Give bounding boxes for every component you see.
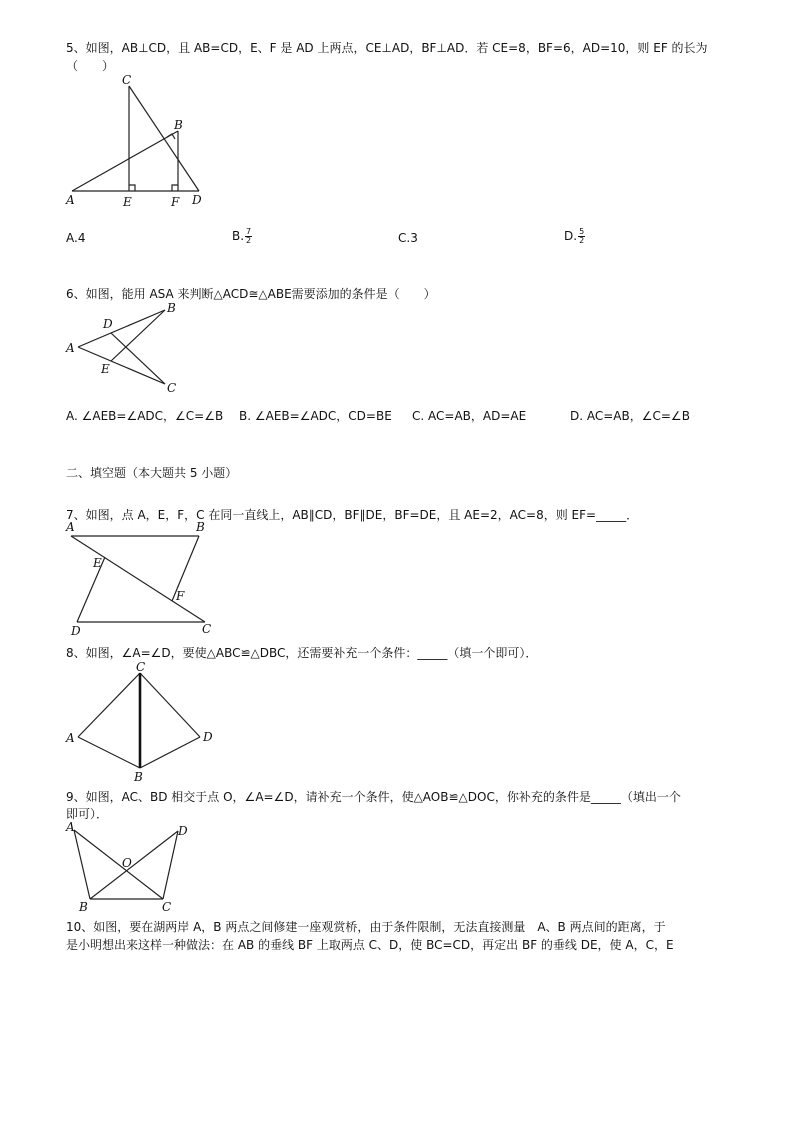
q6-option-d: D. AC=AB，∠C=∠B bbox=[570, 409, 690, 423]
q7-label-a: A bbox=[66, 520, 75, 534]
q8-label-a: A bbox=[66, 731, 75, 745]
q6-label-c: C bbox=[167, 381, 177, 395]
q10-stem-line2: 是小明想出来这样一种做法：在 AB 的垂线 BF 上取两点 C、D，使 BC=CD，再定出 BF 的垂线 DE，使 A，C，E bbox=[66, 938, 674, 952]
q9-label-c: C bbox=[162, 900, 172, 914]
q6-label-d: D bbox=[103, 317, 113, 331]
q5-option-d-prefix: D. bbox=[564, 229, 578, 243]
q8-label-b: B bbox=[134, 770, 143, 784]
q6-label-a: A bbox=[66, 341, 75, 355]
q5-option-b-numerator: 7 bbox=[246, 227, 252, 236]
q5-stem-line1: 5、如图，AB⊥CD，且 AB=CD，E、F 是 AD 上两点，CE⊥AD，BF⊥AD．若 CE=8，BF=6，AD=10，则 EF 的长为 bbox=[66, 41, 708, 55]
q9-label-o: O bbox=[122, 856, 132, 870]
q5-label-c: C bbox=[122, 73, 132, 87]
q9-stem-line1: 9、如图，AC、BD 相交于点 O，∠A=∠D，请补充一个条件，使△AOB≌△DOC，你补充的条件是_____（填出一个 bbox=[66, 790, 681, 804]
q7-label-b: B bbox=[196, 520, 205, 534]
q5-label-d: D bbox=[192, 193, 202, 207]
q6-option-c: C. AC=AB，AD=AE bbox=[412, 409, 527, 423]
section-title: 二、填空题（本大题共 5 小题） bbox=[66, 466, 238, 480]
q8-label-c: C bbox=[136, 660, 146, 674]
q9-label-a: A bbox=[66, 820, 75, 834]
q5-option-d-denominator: 2 bbox=[579, 236, 585, 245]
q8-stem: 8、如图，∠A=∠D，要使△ABC≌△DBC，还需要补充一个条件：_____（填一个即可）． bbox=[66, 646, 538, 660]
q6-label-b: B bbox=[167, 301, 176, 315]
q5-option-b-denominator: 2 bbox=[246, 236, 252, 245]
q5-label-f: F bbox=[171, 195, 180, 209]
q5-option-b-prefix: B. bbox=[232, 229, 245, 243]
q5-option-c: C.3 bbox=[398, 231, 418, 245]
q9-label-d: D bbox=[178, 824, 188, 838]
q6-stem: 6、如图，能用 ASA 来判断△ACD≅△ABE需要添加的条件是（ ） bbox=[66, 287, 436, 301]
q5-label-e: E bbox=[123, 195, 132, 209]
q6-option-a: A. ∠AEB=∠ADC，∠C=∠B bbox=[66, 409, 224, 423]
q10-stem-line1: 10、如图，要在湖两岸 A，B 两点之间修建一座观赏桥，由于条件限制，无法直接测量 A、B 两点间的距离，于 bbox=[66, 920, 666, 934]
q7-label-e: E bbox=[93, 556, 102, 570]
q5-label-a: A bbox=[66, 193, 75, 207]
q7-label-d: D bbox=[71, 624, 81, 638]
q6-label-e: E bbox=[101, 362, 110, 376]
q6-option-b: B. ∠AEB=∠ADC，CD=BE bbox=[239, 409, 392, 423]
q9-label-b: B bbox=[79, 900, 88, 914]
q5-option-d-numerator: 5 bbox=[579, 227, 585, 236]
q7-stem: 7、如图，点 A，E，F，C 在同一直线上，AB∥CD，BF∥DE，BF=DE，且 AE=2，AC=8，则 EF=_____． bbox=[66, 508, 639, 522]
q5-label-b: B bbox=[174, 118, 183, 132]
q5-stem-line2: （ ） bbox=[66, 59, 115, 73]
q7-label-c: C bbox=[202, 622, 212, 636]
q7-label-f: F bbox=[176, 589, 185, 603]
q8-label-d: D bbox=[203, 730, 213, 744]
q5-option-a: A.4 bbox=[66, 231, 86, 245]
q9-stem-line2: 即可）． bbox=[66, 807, 109, 821]
